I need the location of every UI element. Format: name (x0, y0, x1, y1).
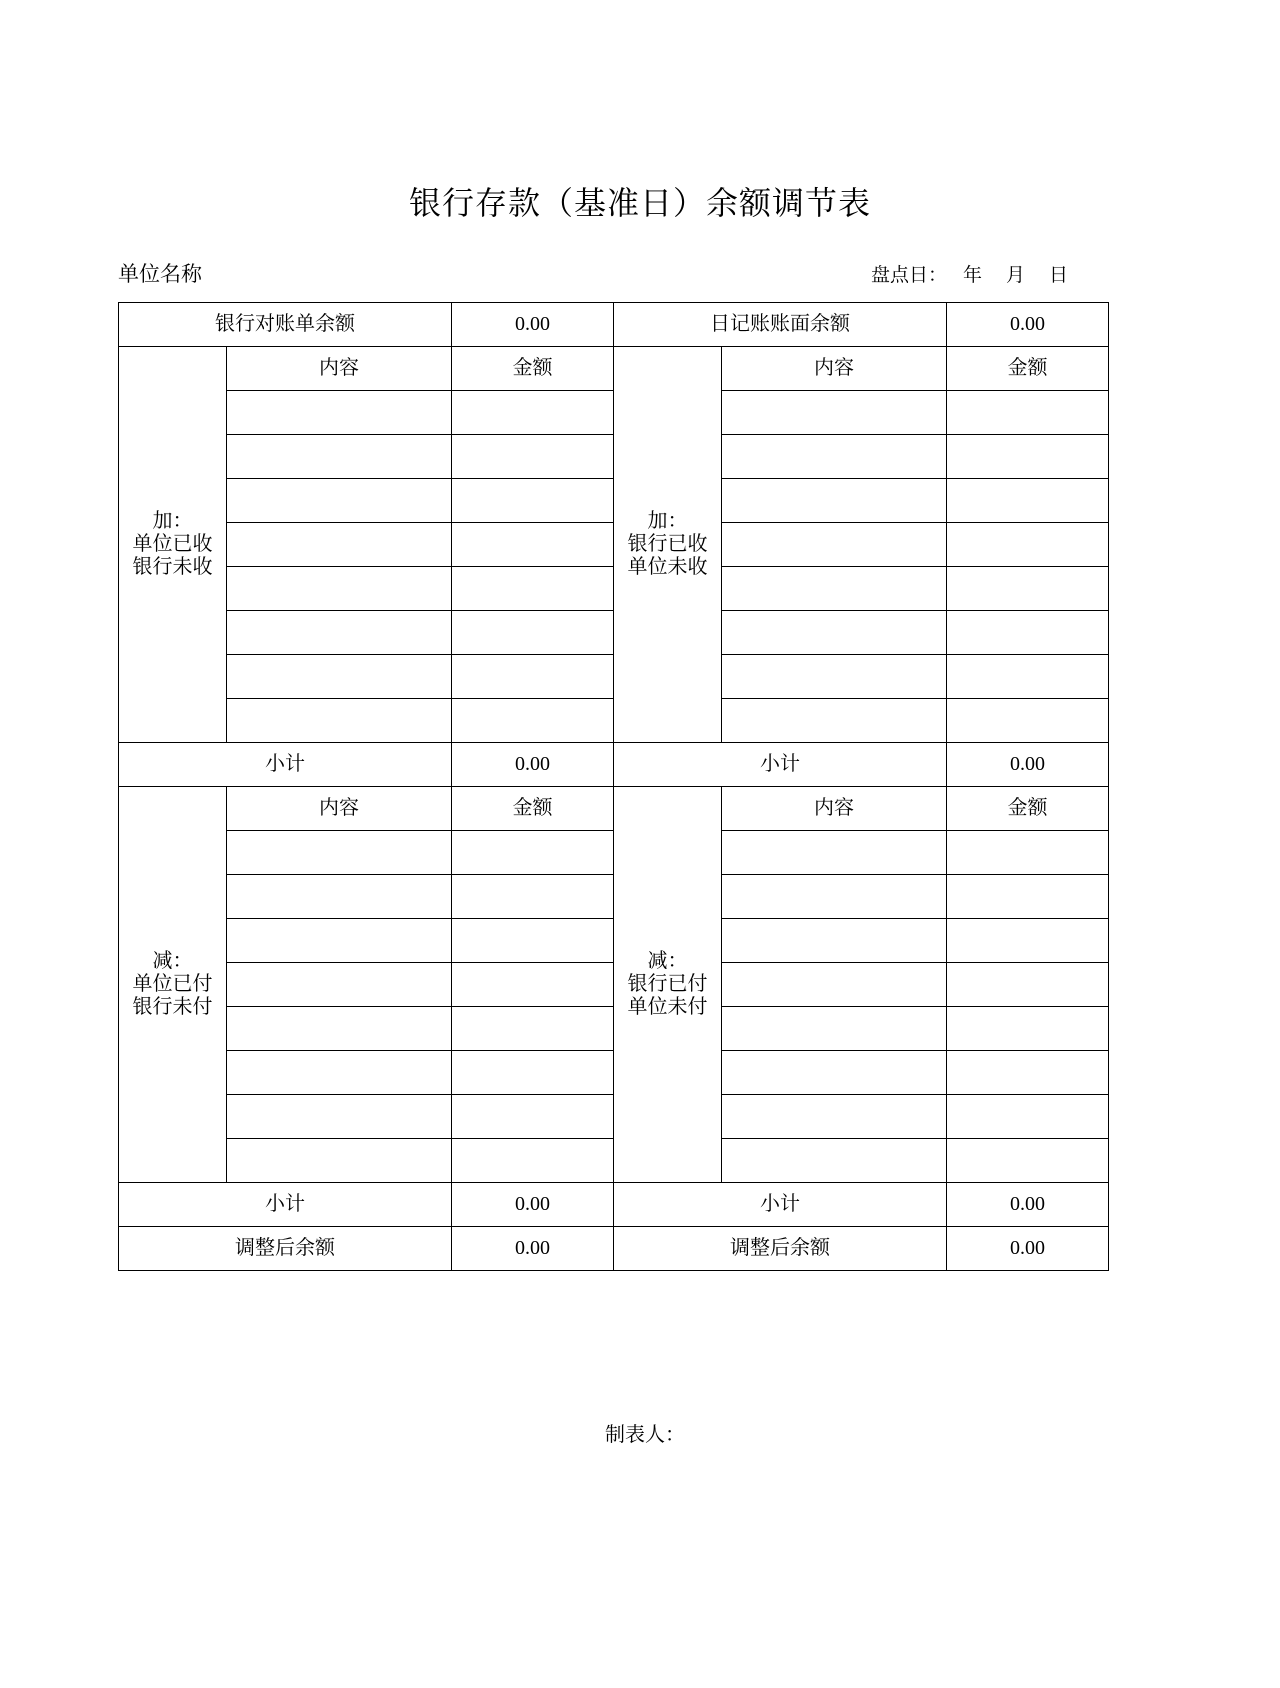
left-subtract-amount-cell[interactable] (452, 831, 614, 875)
left-add-content-cell[interactable] (227, 435, 452, 479)
right-subtract-amount-cell[interactable] (947, 1095, 1109, 1139)
left-subtract-amount-cell[interactable] (452, 875, 614, 919)
table-row-subtract-subtotal (119, 1183, 1109, 1227)
right-add-content-header: 内容 (722, 347, 947, 391)
right-add-subtotal-value[interactable]: 0.00 (947, 743, 1109, 787)
right-adjusted-balance-label: 调整后余额 (614, 1227, 947, 1271)
left-add-content-cell[interactable] (227, 567, 452, 611)
right-add-amount-cell[interactable] (947, 435, 1109, 479)
count-date-year: 年 (962, 265, 982, 286)
right-subtract-amount-cell[interactable] (947, 963, 1109, 1007)
left-subtract-content-cell[interactable] (227, 1051, 452, 1095)
left-add-label (119, 347, 227, 743)
right-subtract-label-line-2: 银行已付 (627, 973, 708, 995)
right-subtract-content-cell[interactable] (722, 919, 947, 963)
left-subtract-amount-cell[interactable] (452, 1139, 614, 1183)
left-add-subtotal-value[interactable]: 0.00 (452, 743, 614, 787)
left-subtract-label-line-2: 单位已付 (132, 973, 213, 995)
table-row-add-subtotal (119, 743, 1109, 787)
left-add-amount-cell[interactable] (452, 479, 614, 523)
left-add-subtotal-label: 小计 (119, 743, 452, 787)
left-add-content-cell[interactable] (227, 611, 452, 655)
right-add-content-cell[interactable] (722, 567, 947, 611)
left-subtract-amount-cell[interactable] (452, 919, 614, 963)
right-add-content-cell[interactable] (722, 391, 947, 435)
left-add-amount-cell[interactable] (452, 523, 614, 567)
count-date-field (871, 260, 1068, 287)
left-add-amount-cell[interactable] (452, 655, 614, 699)
left-add-amount-header: 金额 (452, 347, 614, 391)
right-add-content-cell[interactable] (722, 479, 947, 523)
left-subtract-amount-cell[interactable] (452, 1051, 614, 1095)
right-balance-value[interactable]: 0.00 (947, 303, 1109, 347)
left-subtract-content-cell[interactable] (227, 963, 452, 1007)
right-add-amount-cell[interactable] (947, 391, 1109, 435)
right-add-amount-header: 金额 (947, 347, 1109, 391)
right-add-content-cell[interactable] (722, 523, 947, 567)
right-add-label (614, 347, 722, 743)
right-subtract-amount-header: 金额 (947, 787, 1109, 831)
table-row-adjusted-balance (119, 1227, 1109, 1271)
right-subtract-content-cell[interactable] (722, 963, 947, 1007)
left-subtract-label-line-1: 减： (152, 950, 193, 972)
left-add-label-line-1: 加： (152, 510, 193, 532)
reconciliation-table (118, 302, 1109, 1271)
footer (0, 1418, 1280, 1447)
right-subtract-label (614, 787, 722, 1183)
right-subtract-content-cell[interactable] (722, 1139, 947, 1183)
left-subtract-amount-cell[interactable] (452, 963, 614, 1007)
left-subtract-label-line-3: 银行未付 (132, 996, 213, 1018)
count-date-label: 盘点日： (870, 265, 947, 286)
right-subtract-amount-cell[interactable] (947, 831, 1109, 875)
left-add-content-header: 内容 (227, 347, 452, 391)
right-subtract-content-header: 内容 (722, 787, 947, 831)
left-add-amount-cell[interactable] (452, 567, 614, 611)
left-subtract-content-cell[interactable] (227, 919, 452, 963)
right-subtract-label-line-3: 单位未付 (627, 996, 708, 1018)
right-subtract-amount-cell[interactable] (947, 1139, 1109, 1183)
right-subtract-content-cell[interactable] (722, 875, 947, 919)
right-subtract-amount-cell[interactable] (947, 875, 1109, 919)
right-add-subtotal-label: 小计 (614, 743, 947, 787)
left-add-content-cell[interactable] (227, 479, 452, 523)
right-add-label-line-1: 加： (647, 510, 688, 532)
left-subtract-content-cell[interactable] (227, 875, 452, 919)
left-subtract-content-cell[interactable] (227, 1007, 452, 1051)
left-subtract-content-cell[interactable] (227, 1139, 452, 1183)
right-subtract-content-cell[interactable] (722, 831, 947, 875)
left-subtract-label (119, 787, 227, 1183)
right-add-label-line-2: 银行已收 (627, 533, 708, 555)
right-add-label-line-3: 单位未收 (627, 556, 708, 578)
right-add-content-cell[interactable] (722, 655, 947, 699)
right-add-content-cell[interactable] (722, 611, 947, 655)
left-subtract-amount-header: 金额 (452, 787, 614, 831)
right-add-amount-cell[interactable] (947, 655, 1109, 699)
count-date-month: 月 (1005, 265, 1025, 286)
maker-label: 制表人： (605, 1424, 685, 1446)
form-header (118, 258, 1068, 292)
right-subtract-amount-cell[interactable] (947, 1051, 1109, 1095)
right-add-content-cell[interactable] (722, 435, 947, 479)
right-add-amount-cell[interactable] (947, 523, 1109, 567)
left-subtract-content-header: 内容 (227, 787, 452, 831)
left-add-amount-cell[interactable] (452, 699, 614, 743)
left-add-amount-cell[interactable] (452, 435, 614, 479)
right-add-content-cell[interactable] (722, 699, 947, 743)
left-adjusted-balance-label: 调整后余额 (119, 1227, 452, 1271)
page-title: 银行存款（基准日）余额调节表 (408, 185, 871, 221)
right-subtract-amount-cell[interactable] (947, 1007, 1109, 1051)
right-add-amount-cell[interactable] (947, 611, 1109, 655)
table-row-opening-balance (119, 303, 1109, 347)
left-balance-name: 银行对账单余额 (119, 303, 452, 347)
right-subtract-content-cell[interactable] (722, 1095, 947, 1139)
right-subtract-label-line-1: 减： (647, 950, 688, 972)
right-adjusted-balance-value[interactable]: 0.00 (947, 1227, 1109, 1271)
left-add-content-cell[interactable] (227, 523, 452, 567)
left-add-content-cell[interactable] (227, 655, 452, 699)
right-add-amount-cell[interactable] (947, 567, 1109, 611)
table-row-subtract-column-headers (119, 787, 1109, 831)
left-subtract-content-cell[interactable] (227, 1095, 452, 1139)
right-balance-name: 日记账账面余额 (614, 303, 947, 347)
left-add-label-line-2: 单位已收 (132, 533, 213, 555)
right-subtract-amount-cell[interactable] (947, 919, 1109, 963)
left-subtract-subtotal-label: 小计 (119, 1183, 452, 1227)
left-subtract-amount-cell[interactable] (452, 1095, 614, 1139)
right-subtract-subtotal-label: 小计 (614, 1183, 947, 1227)
left-adjusted-balance-value[interactable]: 0.00 (452, 1227, 614, 1271)
right-subtract-content-cell[interactable] (722, 1007, 947, 1051)
right-subtract-content-cell[interactable] (722, 1051, 947, 1095)
unit-name-label: 单位名称 (118, 262, 202, 286)
left-add-content-cell[interactable] (227, 699, 452, 743)
left-subtract-amount-cell[interactable] (452, 1007, 614, 1051)
count-date-day: 日 (1048, 265, 1068, 286)
left-add-amount-cell[interactable] (452, 391, 614, 435)
right-add-amount-cell[interactable] (947, 699, 1109, 743)
left-add-content-cell[interactable] (227, 391, 452, 435)
right-add-amount-cell[interactable] (947, 479, 1109, 523)
left-add-amount-cell[interactable] (452, 611, 614, 655)
left-add-label-line-3: 银行未收 (132, 556, 213, 578)
left-subtract-subtotal-value[interactable]: 0.00 (452, 1183, 614, 1227)
right-subtract-subtotal-value[interactable]: 0.00 (947, 1183, 1109, 1227)
left-subtract-content-cell[interactable] (227, 831, 452, 875)
table-row-add-column-headers (119, 347, 1109, 391)
left-balance-value[interactable]: 0.00 (452, 303, 614, 347)
